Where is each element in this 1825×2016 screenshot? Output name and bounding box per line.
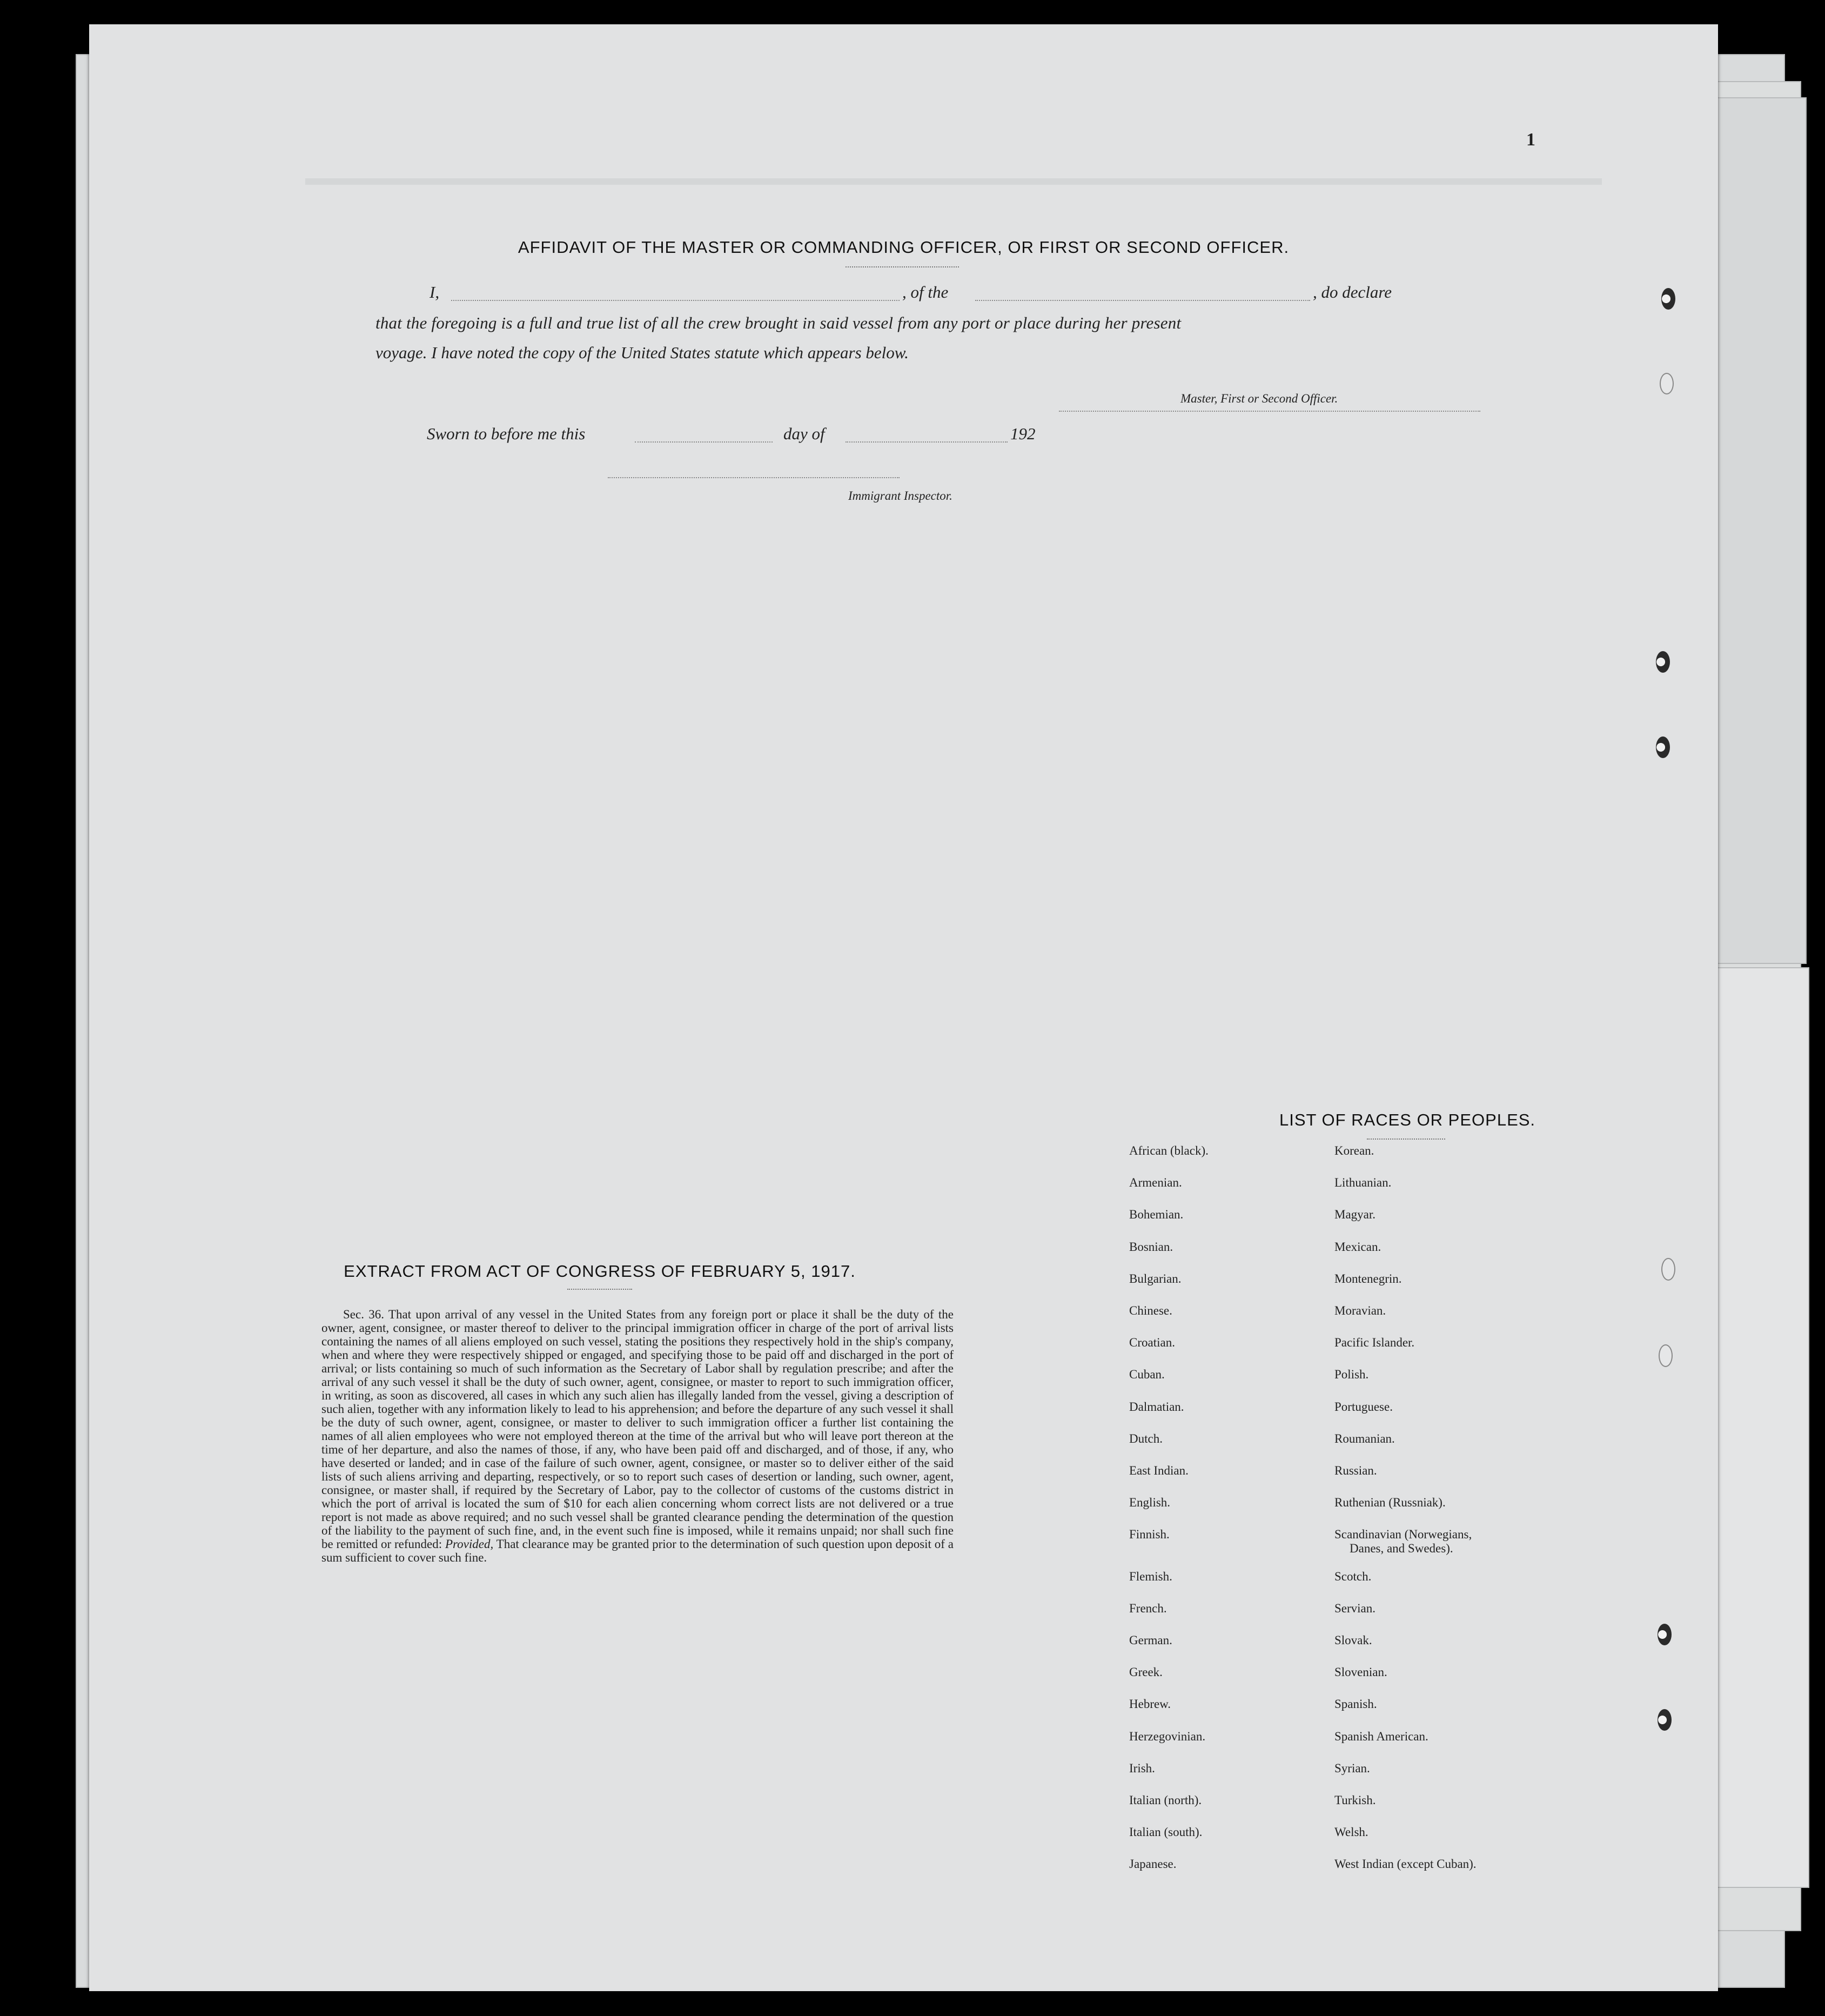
sworn-text: Sworn to before me this <box>427 424 586 443</box>
race-item-continuation: Danes, and Swedes). <box>1350 1542 1453 1556</box>
inspector-caption: Immigrant Inspector. <box>848 489 952 503</box>
year-prefix: 192 <box>1010 424 1036 443</box>
race-item: Montenegrin. <box>1334 1271 1402 1285</box>
page-number-mark: 1 <box>1526 130 1535 150</box>
master-signature-line[interactable] <box>1059 411 1480 412</box>
race-item: African (black). <box>1129 1144 1209 1157</box>
race-item: Italian (south). <box>1129 1825 1203 1839</box>
race-item: Italian (north). <box>1129 1793 1202 1807</box>
bleed-through-mark <box>305 171 1602 192</box>
race-item: Servian. <box>1334 1601 1376 1615</box>
race-item: Bulgarian. <box>1129 1271 1182 1285</box>
race-item: Croatian. <box>1129 1336 1175 1350</box>
race-item: Spanish. <box>1334 1697 1377 1711</box>
binder-hole <box>1659 1344 1673 1367</box>
race-item: Greek. <box>1129 1665 1163 1679</box>
race-item: Hebrew. <box>1129 1697 1171 1711</box>
declaration-I: I, <box>430 283 440 302</box>
declaration-line-2: that the foregoing is a full and true list of all the crew brought in said vessel from any port or place during her present <box>375 313 1182 332</box>
race-item: Slovenian. <box>1334 1665 1387 1679</box>
affidavit-title: AFFIDAVIT OF THE MASTER OR COMMANDING OFFICER, OR FIRST OR SECOND OFFICER. <box>518 238 1290 257</box>
extract-text-part1: That upon arrival of any vessel in the United States from any foreign port or place it shall be the duty of the owner, agent, consignee, or master thereof to deliver to the principal immigration officer in charge of the port of arrival lists containing the names of all aliens employed on such vessel, stating the positions they respectively hold in the ship's company, when and where they were respectively shipped or engaged, and specifying those to be paid off and discharged in the port of arrival; or lists containing so much of such information as the Secretary of Labor shall by regulation prescribe; and after the arrival of any such vessel it shall be the duty of such owner, agent, consignee, or master to report to such immigration officer, in writing, as soon as discovered, all cases in which any such alien has illegally landed from the vessel, giving a description of such alien, together with any information likely to lead to his apprehension; and before the departure of any such vessel it shall be the duty of such owner, agent, consignee, or master to deliver to such immigration officer a further list containing the names of all alien employees who were not employed thereon at the time of the arrival but who will leave port thereon at the time of her departure, and also the names of those, if any, who have been paid off and discharged, and of those, if any, who have deserted or landed; and in case of the failure of such owner, agent, consignee, or master so to deliver either of the said lists of such aliens arriving and departing, respectively, or so to report such cases of desertion or landing, such owner, agent, consignee, or master shall, if required by the Secretary of Labor, pay to the collector of customs of the customs district in which the port of arrival is located the sum of $10 for each alien concerning whom correct lists are not delivered or a true report is not made as above required; and no such vessel shall be granted clearance pending the determination of the question of the liability to the payment of such fine, and, in the event such fine is imposed, while it remains unpaid; nor shall such fine be remitted or refunded: <box>321 1308 954 1551</box>
race-item: Bohemian. <box>1129 1208 1184 1222</box>
race-item: Korean. <box>1334 1144 1374 1157</box>
sworn-month-field[interactable] <box>846 428 1008 443</box>
race-item: Flemish. <box>1129 1569 1172 1583</box>
race-item: Herzegovinian. <box>1129 1729 1206 1743</box>
races-title: LIST OF RACES OR PEOPLES. <box>1279 1110 1536 1129</box>
race-item: Scandinavian (Norwegians, <box>1334 1528 1472 1542</box>
race-item: German. <box>1129 1633 1172 1647</box>
binder-hole <box>1658 1624 1672 1645</box>
declaration-line-1 <box>430 283 1521 304</box>
binder-hole <box>1661 1258 1675 1281</box>
binder-hole <box>1656 651 1670 673</box>
race-item: Scotch. <box>1334 1569 1372 1583</box>
race-item: Welsh. <box>1334 1825 1368 1839</box>
provided-word: Provided, <box>445 1537 494 1551</box>
race-item: Syrian. <box>1334 1761 1370 1775</box>
race-item: French. <box>1129 1601 1167 1615</box>
inspector-signature-line[interactable] <box>608 477 900 478</box>
manifest-page <box>89 24 1718 1991</box>
race-item: Lithuanian. <box>1334 1176 1392 1190</box>
day-of-text: day of <box>783 424 825 443</box>
race-item: Pacific Islander. <box>1334 1336 1415 1350</box>
race-item: Portuguese. <box>1334 1399 1393 1414</box>
extract-title-underline <box>567 1289 632 1290</box>
section-label: Sec. 36. <box>343 1308 385 1321</box>
declaration-do-declare: , do declare <box>1313 283 1392 302</box>
race-item: Spanish American. <box>1334 1729 1428 1743</box>
race-item: Mexican. <box>1334 1240 1381 1254</box>
extract-text-part2: That clearance may be granted prior to the determination of such question upon deposit of a sum sufficient to cover such fine. <box>321 1537 954 1564</box>
race-item: West Indian (except Cuban). <box>1334 1857 1477 1871</box>
bleed-through-header <box>251 168 1656 199</box>
vessel-name-field[interactable] <box>975 287 1310 301</box>
race-item: Japanese. <box>1129 1857 1177 1871</box>
master-signature-caption: Master, First or Second Officer. <box>1180 392 1338 405</box>
race-item: Irish. <box>1129 1761 1155 1775</box>
master-name-field[interactable] <box>451 287 900 301</box>
races-title-underline <box>1367 1138 1445 1140</box>
race-item: Russian. <box>1334 1464 1377 1477</box>
extract-body <box>321 1308 954 1564</box>
race-item: Bosnian. <box>1129 1240 1173 1254</box>
race-item: Polish. <box>1334 1368 1369 1382</box>
declaration-line-3: voyage. I have noted the copy of the United States statute which appears below. <box>375 343 909 362</box>
race-item: Turkish. <box>1334 1793 1376 1807</box>
race-item: East Indian. <box>1129 1464 1189 1477</box>
sworn-day-field[interactable] <box>635 428 773 443</box>
race-item: Ruthenian (Russniak). <box>1334 1496 1446 1510</box>
race-item: Cuban. <box>1129 1368 1165 1382</box>
race-item: Dutch. <box>1129 1431 1163 1445</box>
race-item: Magyar. <box>1334 1208 1376 1222</box>
race-item: Slovak. <box>1334 1633 1372 1647</box>
binder-hole <box>1656 736 1670 758</box>
binder-hole <box>1660 373 1674 394</box>
race-item: Armenian. <box>1129 1176 1182 1190</box>
race-item: Moravian. <box>1334 1304 1386 1317</box>
extract-title: EXTRACT FROM ACT OF CONGRESS OF FEBRUARY 5, 1917. <box>344 1262 856 1281</box>
race-item: Roumanian. <box>1334 1431 1395 1445</box>
race-item: Finnish. <box>1129 1528 1170 1542</box>
race-item: Chinese. <box>1129 1304 1172 1317</box>
title-underline <box>846 266 959 267</box>
binder-hole <box>1658 1709 1672 1731</box>
binder-hole <box>1661 288 1675 310</box>
underlying-sheet <box>1707 967 1809 1888</box>
sworn-line <box>427 424 1075 446</box>
race-item: Dalmatian. <box>1129 1399 1184 1414</box>
race-item: English. <box>1129 1496 1171 1510</box>
declaration-of-the: , of the <box>902 283 949 302</box>
